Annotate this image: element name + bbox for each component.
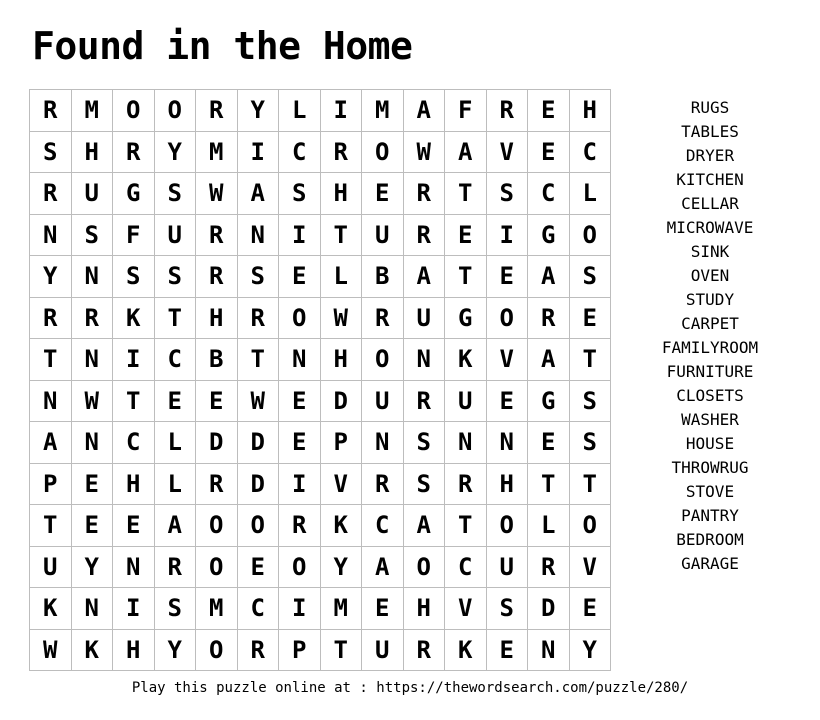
word-list-item: CLOSETS	[676, 386, 744, 405]
grid-cell[interactable]: O	[404, 547, 446, 589]
grid-cell[interactable]: E	[528, 422, 570, 464]
grid-cell[interactable]: S	[30, 132, 72, 174]
grid-cell[interactable]: V	[487, 339, 529, 381]
grid-cell[interactable]: N	[72, 339, 114, 381]
grid-cell[interactable]: L	[321, 256, 363, 298]
grid-cell[interactable]: S	[155, 173, 197, 215]
grid-cell[interactable]: E	[238, 547, 280, 589]
grid-cell[interactable]: E	[570, 298, 612, 340]
grid-cell[interactable]: R	[72, 298, 114, 340]
grid-cell[interactable]: M	[72, 90, 114, 132]
grid-cell[interactable]: S	[487, 173, 529, 215]
grid-cell[interactable]: I	[279, 464, 321, 506]
grid-cell[interactable]: R	[30, 90, 72, 132]
grid-cell[interactable]: L	[279, 90, 321, 132]
grid-cell[interactable]: F	[113, 215, 155, 257]
grid-cell[interactable]: T	[445, 505, 487, 547]
grid-cell[interactable]: R	[404, 173, 446, 215]
grid-cell[interactable]: O	[570, 505, 612, 547]
grid-cell[interactable]: A	[362, 547, 404, 589]
grid-cell[interactable]: T	[445, 173, 487, 215]
grid-cell[interactable]: O	[155, 90, 197, 132]
grid-cell[interactable]: N	[113, 547, 155, 589]
grid-cell[interactable]: O	[113, 90, 155, 132]
grid-cell[interactable]: T	[238, 339, 280, 381]
grid-cell[interactable]: H	[487, 464, 529, 506]
grid-cell[interactable]: P	[279, 630, 321, 672]
grid-cell[interactable]: E	[362, 173, 404, 215]
grid-cell[interactable]: S	[570, 422, 612, 464]
grid-cell[interactable]: S	[155, 256, 197, 298]
grid-cell[interactable]: W	[238, 381, 280, 423]
word-list-item: STUDY	[685, 290, 735, 309]
grid-cell[interactable]: K	[321, 505, 363, 547]
grid-cell[interactable]: E	[528, 132, 570, 174]
grid-cell[interactable]: R	[238, 630, 280, 672]
grid-cell[interactable]: O	[196, 547, 238, 589]
grid-cell[interactable]: K	[72, 630, 114, 672]
grid-cell[interactable]: V	[487, 132, 529, 174]
grid-cell[interactable]: E	[528, 90, 570, 132]
grid-cell[interactable]: O	[570, 215, 612, 257]
grid-cell[interactable]: R	[155, 547, 197, 589]
word-list-item: CARPET	[681, 314, 739, 333]
grid-cell[interactable]: E	[487, 256, 529, 298]
word-list	[640, 96, 780, 576]
grid-cell[interactable]: C	[362, 505, 404, 547]
grid-cell[interactable]: D	[321, 381, 363, 423]
grid-cell[interactable]: Y	[72, 547, 114, 589]
grid-cell[interactable]: C	[570, 132, 612, 174]
grid-cell[interactable]: C	[445, 547, 487, 589]
grid-cell[interactable]: E	[279, 422, 321, 464]
grid-cell[interactable]: O	[238, 505, 280, 547]
grid-cell[interactable]: W	[72, 381, 114, 423]
grid-cell[interactable]: Y	[155, 630, 197, 672]
grid-cell[interactable]: R	[321, 132, 363, 174]
word-list-item: BEDROOM	[676, 530, 744, 549]
grid-cell[interactable]: S	[404, 422, 446, 464]
grid-cell[interactable]: V	[445, 588, 487, 630]
grid-cell[interactable]: T	[30, 505, 72, 547]
grid-cell[interactable]: L	[155, 464, 197, 506]
grid-cell[interactable]: A	[404, 256, 446, 298]
grid-cell[interactable]: T	[321, 630, 363, 672]
grid-cell[interactable]: C	[113, 422, 155, 464]
grid-cell[interactable]: R	[196, 215, 238, 257]
grid-cell[interactable]: I	[113, 339, 155, 381]
grid-cell[interactable]: H	[570, 90, 612, 132]
grid-cell[interactable]: D	[528, 588, 570, 630]
grid-cell[interactable]: B	[196, 339, 238, 381]
grid-cell[interactable]: R	[30, 298, 72, 340]
grid-cell[interactable]: O	[279, 298, 321, 340]
word-list-item: FAMILYROOM	[661, 338, 759, 357]
word-list-item: FURNITURE	[666, 362, 754, 381]
grid-cell[interactable]: T	[445, 256, 487, 298]
grid-cell[interactable]: N	[30, 215, 72, 257]
grid-cell[interactable]: R	[196, 90, 238, 132]
word-list-item: PANTRY	[681, 506, 739, 525]
grid-cell[interactable]: V	[321, 464, 363, 506]
grid-cell[interactable]: T	[528, 464, 570, 506]
grid-cell[interactable]: E	[279, 256, 321, 298]
grid-cell[interactable]: Y	[155, 132, 197, 174]
grid-cell[interactable]: C	[528, 173, 570, 215]
grid-cell[interactable]: T	[113, 381, 155, 423]
grid-cell[interactable]: U	[30, 547, 72, 589]
word-list-item: SINK	[690, 242, 730, 261]
grid-cell[interactable]: G	[528, 381, 570, 423]
grid-cell[interactable]: R	[445, 464, 487, 506]
grid-cell[interactable]: Y	[30, 256, 72, 298]
grid-cell[interactable]: E	[362, 588, 404, 630]
grid-cell[interactable]: A	[445, 132, 487, 174]
grid-cell[interactable]: Y	[238, 90, 280, 132]
grid-cell[interactable]: E	[445, 215, 487, 257]
grid-cell[interactable]: S	[113, 256, 155, 298]
grid-cell[interactable]: E	[279, 381, 321, 423]
grid-cell[interactable]: E	[487, 381, 529, 423]
grid-cell[interactable]: O	[487, 298, 529, 340]
grid-cell[interactable]: H	[321, 173, 363, 215]
grid-cell[interactable]: E	[155, 381, 197, 423]
grid-cell[interactable]: N	[72, 588, 114, 630]
grid-cell[interactable]: U	[72, 173, 114, 215]
grid-cell[interactable]: R	[404, 215, 446, 257]
grid-cell[interactable]: D	[238, 464, 280, 506]
grid-cell[interactable]: P	[30, 464, 72, 506]
grid-cell[interactable]: A	[238, 173, 280, 215]
word-list-item: CELLAR	[681, 194, 739, 213]
grid-cell[interactable]: K	[445, 630, 487, 672]
grid-cell[interactable]: S	[72, 215, 114, 257]
grid-cell[interactable]: H	[113, 464, 155, 506]
grid-cell[interactable]: W	[404, 132, 446, 174]
grid-cell[interactable]: F	[445, 90, 487, 132]
grid-cell[interactable]: N	[72, 256, 114, 298]
grid-cell[interactable]: A	[155, 505, 197, 547]
grid-cell[interactable]: O	[196, 630, 238, 672]
grid-cell[interactable]: S	[570, 256, 612, 298]
grid-cell[interactable]: N	[279, 339, 321, 381]
grid-cell[interactable]: I	[238, 132, 280, 174]
grid-cell[interactable]: R	[528, 298, 570, 340]
grid-cell[interactable]: T	[321, 215, 363, 257]
grid-cell[interactable]: S	[570, 381, 612, 423]
grid-cell[interactable]: O	[362, 339, 404, 381]
grid-cell[interactable]: N	[362, 422, 404, 464]
grid-cell[interactable]: N	[72, 422, 114, 464]
grid-cell[interactable]: U	[362, 381, 404, 423]
grid-cell[interactable]: C	[279, 132, 321, 174]
grid-cell[interactable]: E	[196, 381, 238, 423]
word-list-item: TABLES	[681, 122, 739, 141]
grid-cell[interactable]: Y	[570, 630, 612, 672]
grid-cell[interactable]: A	[404, 90, 446, 132]
grid-cell[interactable]: O	[279, 547, 321, 589]
grid-cell[interactable]: R	[196, 464, 238, 506]
grid-cell[interactable]: P	[321, 422, 363, 464]
grid-cell[interactable]: C	[155, 339, 197, 381]
grid-cell[interactable]: H	[72, 132, 114, 174]
grid-cell[interactable]: K	[30, 588, 72, 630]
grid-cell[interactable]: N	[487, 422, 529, 464]
grid-cell[interactable]: E	[72, 464, 114, 506]
grid-cell[interactable]: H	[321, 339, 363, 381]
grid-cell[interactable]: R	[404, 381, 446, 423]
grid-cell[interactable]: U	[155, 215, 197, 257]
grid-cell[interactable]: R	[362, 298, 404, 340]
grid-cell[interactable]: M	[362, 90, 404, 132]
grid-cell[interactable]: E	[570, 588, 612, 630]
grid-cell[interactable]: M	[321, 588, 363, 630]
word-list-item: KITCHEN	[676, 170, 744, 189]
grid-cell[interactable]: N	[404, 339, 446, 381]
grid-cell[interactable]: S	[487, 588, 529, 630]
grid-cell[interactable]: A	[30, 422, 72, 464]
grid-cell[interactable]: S	[279, 173, 321, 215]
grid-cell[interactable]: R	[196, 256, 238, 298]
puzzle-title: Found in the Home	[32, 24, 413, 68]
grid-cell[interactable]: S	[404, 464, 446, 506]
grid-cell[interactable]: D	[238, 422, 280, 464]
grid-cell[interactable]: I	[321, 90, 363, 132]
grid-cell[interactable]: V	[570, 547, 612, 589]
word-list-item: DRYER	[685, 146, 735, 165]
grid-cell[interactable]: L	[528, 505, 570, 547]
grid-cell[interactable]: N	[528, 630, 570, 672]
grid-cell[interactable]: N	[445, 422, 487, 464]
grid-cell[interactable]: A	[404, 505, 446, 547]
grid-cell[interactable]: U	[445, 381, 487, 423]
grid-cell[interactable]: U	[404, 298, 446, 340]
word-list-item: OVEN	[690, 266, 730, 285]
grid-cell[interactable]: K	[113, 298, 155, 340]
grid-cell[interactable]: W	[30, 630, 72, 672]
grid-cell[interactable]: R	[362, 464, 404, 506]
grid-cell[interactable]: Y	[321, 547, 363, 589]
grid-cell[interactable]: W	[196, 173, 238, 215]
grid-cell[interactable]: C	[238, 588, 280, 630]
grid-cell[interactable]: U	[362, 215, 404, 257]
grid-cell[interactable]: I	[279, 215, 321, 257]
word-list-item: MICROWAVE	[666, 218, 754, 237]
grid-cell[interactable]: E	[113, 505, 155, 547]
grid-cell[interactable]: B	[362, 256, 404, 298]
grid-cell[interactable]: A	[528, 339, 570, 381]
letter-grid	[29, 89, 611, 671]
grid-cell[interactable]: R	[30, 173, 72, 215]
grid-cell[interactable]: E	[487, 630, 529, 672]
grid-cell[interactable]: L	[155, 422, 197, 464]
grid-cell[interactable]: M	[196, 132, 238, 174]
word-list-item: STOVE	[685, 482, 735, 501]
grid-cell[interactable]: R	[404, 630, 446, 672]
grid-cell[interactable]: K	[445, 339, 487, 381]
grid-cell[interactable]: T	[30, 339, 72, 381]
grid-cell[interactable]: G	[528, 215, 570, 257]
grid-cell[interactable]: H	[404, 588, 446, 630]
grid-cell[interactable]: I	[279, 588, 321, 630]
grid-cell[interactable]: H	[113, 630, 155, 672]
grid-cell[interactable]: T	[570, 464, 612, 506]
word-list-item: THROWRUG	[671, 458, 749, 477]
footer-link-text: Play this puzzle online at : https://thewordsearch.com/puzzle/280/	[131, 680, 689, 696]
grid-cell[interactable]: G	[113, 173, 155, 215]
grid-cell[interactable]: R	[113, 132, 155, 174]
word-list-item: WASHER	[681, 410, 739, 429]
word-list-item: HOUSE	[685, 434, 735, 453]
grid-cell[interactable]: N	[238, 215, 280, 257]
grid-cell[interactable]: R	[528, 547, 570, 589]
grid-cell[interactable]: I	[113, 588, 155, 630]
grid-cell[interactable]: N	[30, 381, 72, 423]
grid-cell[interactable]: M	[196, 588, 238, 630]
grid-cell[interactable]: W	[321, 298, 363, 340]
grid-cell[interactable]: T	[570, 339, 612, 381]
grid-cell[interactable]: S	[155, 588, 197, 630]
grid-cell[interactable]: O	[487, 505, 529, 547]
grid-cell[interactable]: H	[196, 298, 238, 340]
grid-cell[interactable]: A	[528, 256, 570, 298]
word-list-item: RUGS	[690, 98, 730, 117]
grid-cell[interactable]: R	[279, 505, 321, 547]
grid-cell[interactable]: U	[362, 630, 404, 672]
grid-cell[interactable]: D	[196, 422, 238, 464]
grid-cell[interactable]: U	[487, 547, 529, 589]
grid-cell[interactable]: R	[238, 298, 280, 340]
grid-cell[interactable]: I	[487, 215, 529, 257]
grid-cell[interactable]: E	[72, 505, 114, 547]
grid-cell[interactable]: S	[238, 256, 280, 298]
grid-cell[interactable]: R	[487, 90, 529, 132]
grid-cell[interactable]: O	[362, 132, 404, 174]
word-list-item: GARAGE	[681, 554, 739, 573]
grid-cell[interactable]: G	[445, 298, 487, 340]
grid-cell[interactable]: T	[155, 298, 197, 340]
grid-cell[interactable]: O	[196, 505, 238, 547]
grid-cell[interactable]: L	[570, 173, 612, 215]
